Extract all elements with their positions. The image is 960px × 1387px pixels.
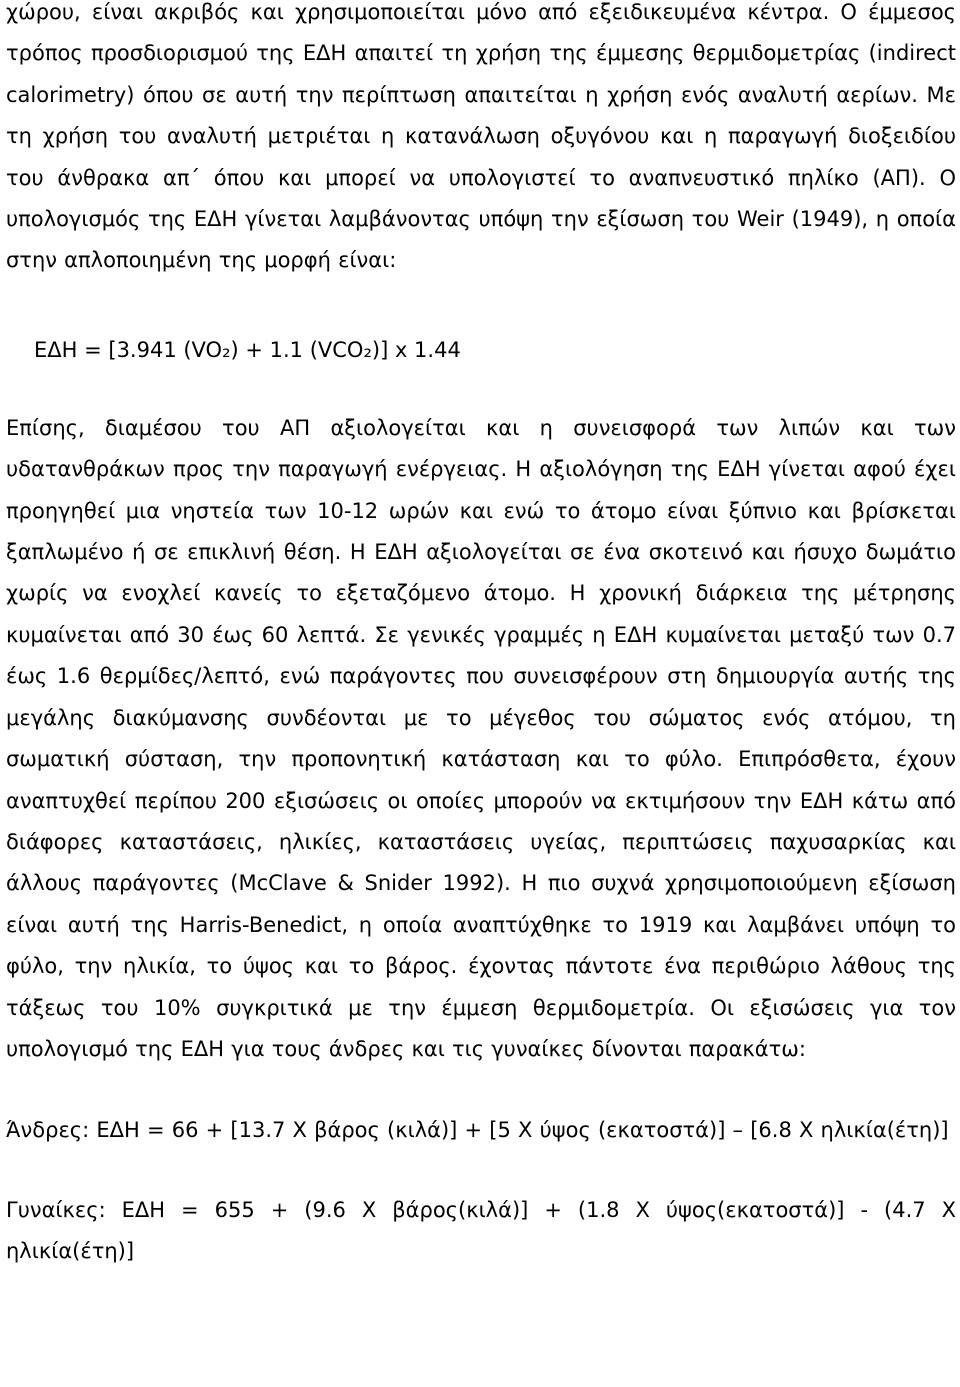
paragraph-measurement-conditions: Επίσης, διαμέσου του ΑΠ αξιολογείται και η συνεισφορά των λιπών και των υδατανθράκων προς την παραγωγή ενέργειας. Η αξιολόγηση της ΕΔΗ γίνεται αφού έχει προηγηθεί μια νηστεία των 10-12 ωρών και ενώ το άτομο είναι ξύπνιο και βρίσκεται ξαπλωμένο ή σε επικλινή θέση. Η ΕΔΗ αξιολογείται σε ένα σκοτεινό και ήσυχο δωμάτιο χωρίς να ενοχλεί κανείς το εξεταζόμενο άτομο. Η χρονική διάρκεια της μέτρησης κυμαίνεται από 30 έως 60 λεπτά. Σε γενικές γραμμές η ΕΔΗ κυμαίνεται μεταξύ των 0.7 έως 1.6 θερμίδες/λεπτό, ενώ παράγοντες που συνεισφέρουν στη δημιουργία αυτής της μεγάλης διακύμανσης συνδέονται με το μέγεθος του σώματος ενός ατόμου, τη σωματική σύσταση, την προπονητική κατάσταση και το φύλο. Επιπρόσθετα, έχουν αναπτυχθεί περίπου 200 εξισώσεις οι οποίες μπορούν να εκτιμήσουν την ΕΔΗ κάτω από διάφορες καταστάσεις, ηλικίες, καταστάσεις υγείας, περιπτώσεις παχυσαρκίας και άλλους παράγοντες (McClave & Snider 1992). Η πιο συχνά χρησιμοποιούμενη εξίσωση είναι αυτή της Harris-Benedict, η οποία αναπτύχθηκε το 1919 και λαμβάνει υπόψη το φύλο, την ηλικία, το ύψος και το βάρος. έχοντας πάντοτε ένα περιθώριο λάθους της τάξεως του 10% συγκριτικά με την έμμεση θερμιδομετρία. Οι εξισώσεις για τον υπολογισμό της ΕΔΗ για τους άνδρες και τις γυναίκες δίνονται παρακάτω: [6, 415, 956, 1061]
formula-men: Άνδρες: ΕΔΗ = 66 + [13.7 X βάρος (κιλά)] + [5 X ύψος (εκατοστά)] – [6.8 X ηλικία(έτη)] [6, 1118, 949, 1143]
document-page [6, 0, 956, 1272]
weir-equation: ΕΔΗ = [3.941 (VO₂) + 1.1 (VCO₂)] x 1.44 [34, 337, 461, 362]
paragraph-indirect-calorimetry: χώρου, είναι ακριβός και χρησιμοποιείται μόνο από εξειδικευμένα κέντρα. Ο έμμεσος τρόπος προσδιορισμού της ΕΔΗ απαιτεί τη χρήση της έμμεσης θερμιδομετρίας (indirect calorimetry) όπου σε αυτή την περίπτωση απαιτείται η χρήση ενός αναλυτή αερίων. Με τη χρήση του αναλυτή μετριέται η κατανάλωση οξυγόνου και η παραγωγή διοξειδίου του άνθρακα απ΄ όπου και μπορεί να υπολογιστεί το αναπνευστικό πηλίκο (ΑΠ). Ο υπολογισμός της ΕΔΗ γίνεται λαμβάνοντας υπόψη την εξίσωση του Weir (1949), η οποία στην απλοποιημένη της μορφή είναι: [6, 0, 956, 273]
formula-women: Γυναίκες: ΕΔΗ = 655 + (9.6 X βάρος(κιλά)] + (1.8 X ύψος(εκατοστά)] - (4.7 X ηλικία(έτη)] [6, 1198, 956, 1264]
